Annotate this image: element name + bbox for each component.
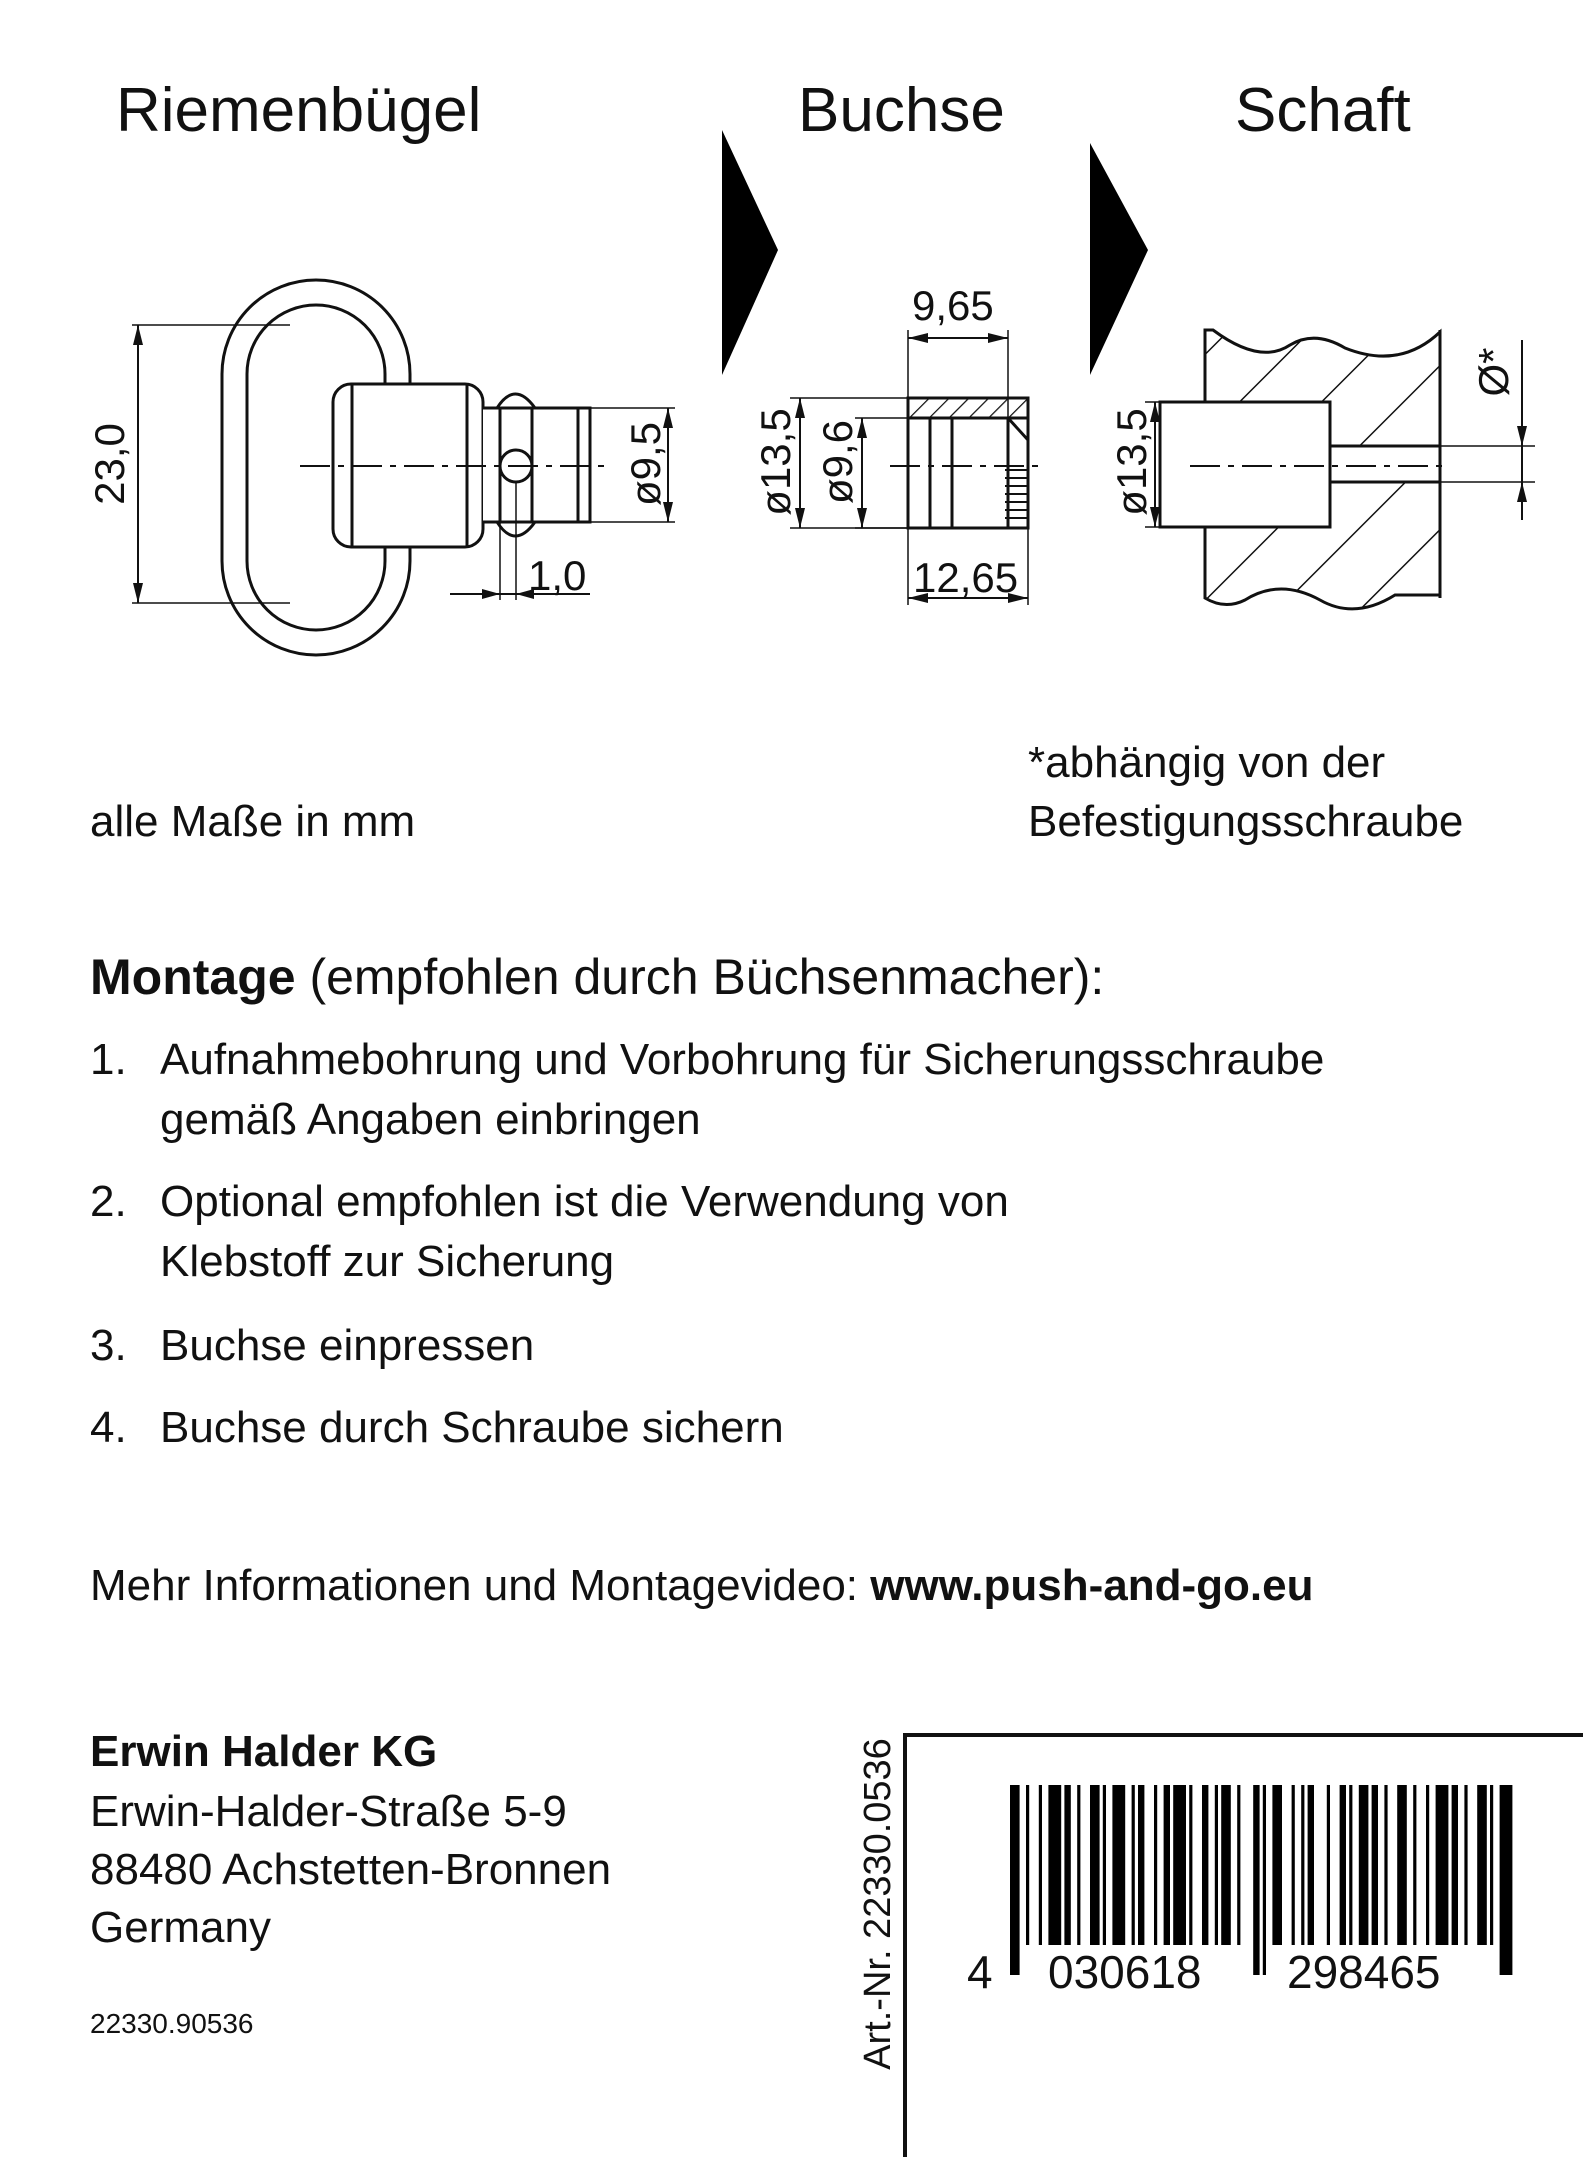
step-number: 1. [90,1035,127,1084]
montage-step [90,1030,1490,1150]
step-text: Buchse einpressen [160,1321,535,1370]
barcode-bar [1490,1785,1493,1945]
montage-title-bold: Montage [90,949,296,1005]
barcode-bar [1221,1785,1231,1945]
barcode-bar [1477,1785,1487,1945]
company-country: Germany [90,1903,271,1952]
barcode-bar [1327,1785,1330,1945]
barcode-bar [1164,1785,1170,1945]
more-info [90,1557,1313,1615]
company-street: Erwin-Halder-Straße 5-9 [90,1787,567,1836]
step-number: 3. [90,1321,127,1370]
article-number: Art.-Nr. 22330.0536 [857,1738,899,2070]
montage-title-rest: (empfohlen durch Büchsenmacher): [295,949,1105,1005]
barcode-bar [1090,1785,1100,1945]
barcode-bar [1048,1785,1061,1945]
montage-heading [90,949,1105,1005]
barcode-bar [1340,1785,1346,1945]
title-schaft: Schaft [1235,76,1411,145]
barcode-bar [1077,1785,1080,1945]
barcode-bar [1464,1785,1467,1945]
barcode-bar [1292,1785,1295,1945]
barcode-bar [1372,1785,1378,1945]
barcode-digit-first: 4 [967,1946,993,1998]
riemenbuegel-drawing [132,280,675,655]
barcode-group-right: 298465 [1287,1946,1441,1998]
dim-bottom-label: 12,65 [913,554,1019,601]
title-buchse: Buchse [798,76,1005,145]
barcode-bar [1112,1785,1125,1945]
step-number: 2. [90,1177,127,1226]
units-note: alle Maße in mm [90,797,416,846]
barcode-bar [1272,1785,1282,1945]
barcode-bar [1301,1785,1304,1945]
barcode-bar [1253,1785,1259,1975]
step-text: Optional empfohlen ist die Verwendung von [160,1177,1009,1226]
arrow-icon [1090,143,1148,375]
dim-diameter-label: ø9,5 [622,421,669,507]
montage-step [90,1172,1490,1292]
dim-inner-diameter-label: ø9,6 [814,419,861,505]
barcode-bar [1359,1785,1369,1945]
step-text: gemäß Angaben einbringen [160,1095,701,1144]
barcode-bar [1103,1785,1106,1945]
footnote-line1: *abhängig von der [1028,738,1386,787]
dim-offset-label: 1,0 [528,552,587,599]
dim-schaft-diameter-label: ø13,5 [1108,408,1155,516]
barcode-bar [1426,1785,1429,1945]
footnote-line2: Befestigungsschraube [1028,797,1464,846]
dim-top-label: 9,65 [912,282,994,329]
barcode-bar [1010,1785,1020,1975]
barcode-bar [1237,1785,1240,1945]
barcode-bar [1132,1785,1135,1945]
barcode-bar [1500,1785,1513,1975]
barcode-bar [1202,1785,1208,1945]
barcode-bar [1215,1785,1218,1945]
title-riemenbuegel: Riemenbügel [116,76,482,145]
dim-outer-diameter-label: ø13,5 [752,408,799,516]
barcode-bar [1064,1785,1070,1945]
step-text: Buchse durch Schraube sichern [160,1403,784,1452]
step-number: 4. [90,1403,127,1452]
step-text: Klebstoff zur Sicherung [160,1237,615,1286]
barcode-bar [1026,1785,1029,1945]
barcode-bar [1349,1785,1352,1945]
barcode-bar [1173,1785,1186,1945]
barcode-bar [1397,1785,1407,1945]
barcode-bar [1384,1785,1387,1945]
barcode-bar [1413,1785,1416,1945]
dim-height-label: 23,0 [86,423,133,505]
barcode-bar [1436,1785,1449,1945]
barcode-bar [1452,1785,1458,1945]
website-link[interactable]: www.push-and-go.eu [870,1561,1314,1610]
arrow-icon [722,130,778,375]
company-name: Erwin Halder KG [90,1727,438,1776]
barcode-bar [1308,1785,1314,1945]
barcode-bar [1154,1785,1157,1945]
company-city: 88480 Achstetten-Bronnen [90,1845,612,1894]
more-info-text: Mehr Informationen und Montagevideo: [90,1561,871,1610]
doc-number: 22330.90536 [90,2008,254,2039]
montage-step [90,1316,1490,1376]
barcode-bar [1138,1785,1144,1945]
technical-drawing [0,0,1583,720]
barcode-bar [1039,1785,1042,1945]
barcode-group-left: 030618 [1048,1946,1202,1998]
barcode-bar [1263,1785,1266,1975]
dim-screw-diameter-label: Ø* [1470,347,1517,397]
montage-step [90,1398,1490,1458]
step-text: Aufnahmebohrung und Vorbohrung für Sicherungsschraube [160,1035,1325,1084]
barcode-bar [1189,1785,1192,1945]
